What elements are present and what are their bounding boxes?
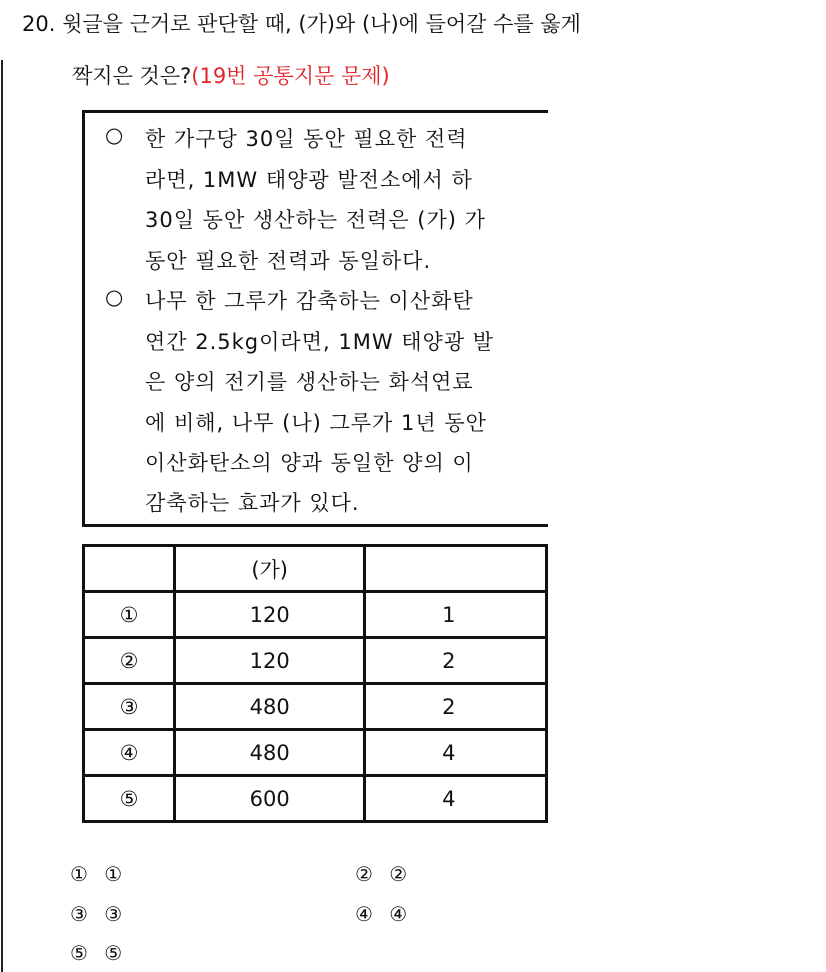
table-cell: 600 [175, 776, 365, 822]
table-row [84, 592, 547, 638]
table-cell: 4 [365, 776, 547, 822]
passage-line: 연간 2.5kg이라면, 1MW 태양광 발 [145, 330, 495, 354]
table-row [84, 730, 547, 776]
table-cell: ④ [84, 730, 175, 776]
question-note: (19번 공통지문 문제) [191, 64, 390, 88]
table-cell: 4 [365, 730, 547, 776]
table-cell: ① [84, 592, 175, 638]
margin-line [1, 60, 3, 972]
question-number: 20. [22, 12, 56, 36]
table-cell: 2 [365, 638, 547, 684]
table-header [84, 546, 175, 592]
choice-3[interactable]: ③ ③ [70, 902, 123, 926]
choice-5[interactable]: ⑤ ⑤ [70, 941, 123, 965]
table-cell: ⑤ [84, 776, 175, 822]
bullet-icon: ○ [105, 123, 124, 147]
question-text-2: 짝지은 것은? [72, 64, 192, 88]
passage-line: 은 양의 전기를 생산하는 화석연료 [145, 370, 474, 394]
answer-table [82, 544, 548, 823]
passage-line: 감축하는 효과가 있다. [145, 491, 360, 515]
table-cell: 120 [175, 638, 365, 684]
passage-box [82, 110, 548, 527]
question-line-1 [22, 8, 581, 38]
bullet-icon: ○ [105, 285, 124, 309]
passage-line: 동안 필요한 전력과 동일하다. [145, 249, 432, 273]
passage-line: 라면, 1MW 태양광 발전소에서 하 [145, 168, 473, 192]
passage-line: 이산화탄소의 양과 동일한 양의 이 [145, 451, 474, 475]
passage-line: 한 가구당 30일 동안 필요한 전력 [145, 127, 468, 151]
passage-line: 30일 동안 생산하는 전력은 (가) 가 [145, 208, 486, 232]
table-row [84, 776, 547, 822]
table-cell: 120 [175, 592, 365, 638]
choice-1[interactable]: ① ① [70, 862, 123, 886]
choice-4[interactable]: ④ ④ [355, 902, 408, 926]
passage-line: 에 비해, 나무 (나) 그루가 1년 동안 [145, 411, 487, 435]
table-cell: 2 [365, 684, 547, 730]
table-cell: 1 [365, 592, 547, 638]
table-header-row [84, 546, 547, 592]
table-cell: 480 [175, 684, 365, 730]
table-cell: ③ [84, 684, 175, 730]
passage-and-table [82, 100, 548, 860]
table-cell: ② [84, 638, 175, 684]
question-text: 윗글을 근거로 판단할 때, (가)와 (나)에 들어갈 수를 옳게 [62, 12, 581, 36]
table-cell: 480 [175, 730, 365, 776]
table-header: (가) [175, 546, 365, 592]
question-line-2 [72, 60, 390, 90]
table-header [365, 546, 547, 592]
choice-2[interactable]: ② ② [355, 862, 408, 886]
table-row [84, 684, 547, 730]
table-row [84, 638, 547, 684]
passage-line: 나무 한 그루가 감축하는 이산화탄 [145, 289, 474, 313]
